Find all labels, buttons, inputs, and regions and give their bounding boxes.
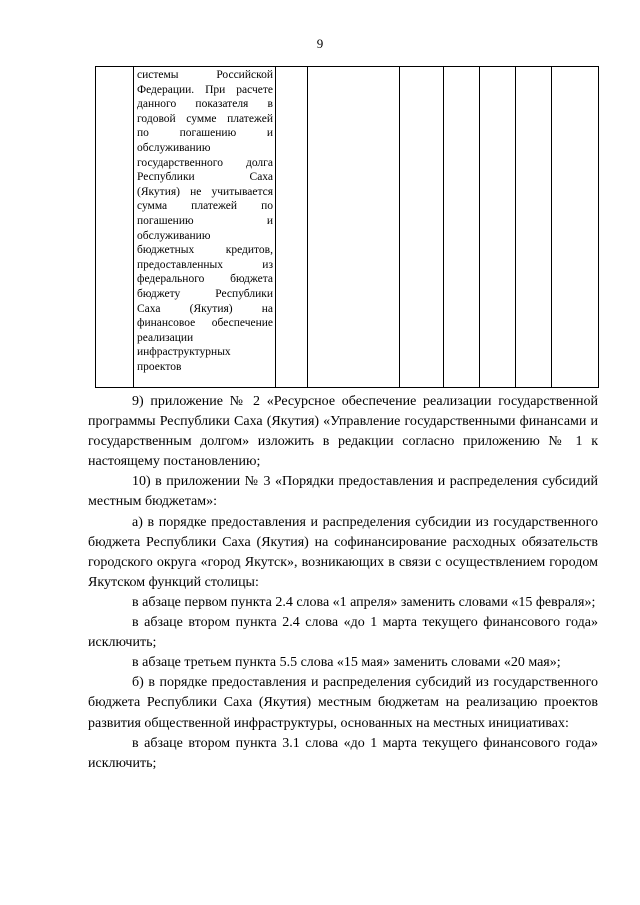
paragraph-subitem-b: б) в порядке предоставления и распределения субсидий из государственного бюджета Республики Саха (Якутия) местным бюджетам на реализацию проектов развития общественной инфраструктуры, основанных на местных инициативах: [88,675,598,731]
cell-line: предоставленных из [137,258,273,271]
page-number: 9 [316,36,324,51]
cell-line: инфраструктурных [137,346,231,359]
cell-line: обслуживанию [137,229,211,242]
table-cell-empty [552,67,599,388]
table-cell-empty [400,67,444,388]
table-cell-empty [516,67,552,388]
cell-line: бюджету Республики [137,287,273,300]
cell-line: системы Российской [137,69,273,81]
cell-line: Федерации. При расчете [137,83,273,96]
paragraph-subitem-a: а) в порядке предоставления и распределения субсидии из государственного бюджета Республики Саха (Якутия) на софинансирование расходных обязательств городского округа «город Якутск», возникающих в связи с осуществлением городом Якутском функций столицы: [88,514,598,590]
cell-line: сумма платежей по [137,200,273,213]
cell-line: годовой сумме платежей [137,112,273,125]
cell-line: погашению и [137,214,273,227]
cell-line: проектов [137,360,182,373]
paragraph-item-10: 10) в приложении № 3 «Порядки предоставления и распределения субсидий местным бюджетам»: [88,474,598,510]
cell-line: обслуживанию [137,141,211,154]
cell-line: по погашению и [137,127,273,140]
table-row [96,67,599,388]
cell-line: государственного долга [137,156,273,169]
cell-line: данного показателя в [137,98,273,111]
cell-line: финансовое обеспечение [137,317,273,330]
table-cell-empty [308,67,400,388]
table-cell-description [134,67,276,388]
table-cell-number [96,67,134,388]
paragraph: в абзаце втором пункта 2.4 слова «до 1 марта текущего финансового года» исключить; [88,615,598,651]
paragraph: в абзаце втором пункта 3.1 слова «до 1 марта текущего финансового года» исключить; [88,735,598,771]
cell-line: федерального бюджета [137,273,273,286]
cell-line: бюджетных кредитов, [137,244,273,257]
cell-description-text [134,67,275,374]
continued-table [95,66,599,388]
table-cell-empty [444,67,480,388]
cell-line: (Якутия) не учитывается [137,185,273,198]
paragraph-item-9: 9) приложение № 2 «Ресурсное обеспечение реализации государственной программы Республики Саха (Якутия) «Управление государственными финансами и государственным долгом» изложить в редакции согласно приложению № 1 к настоящему постановлению; [88,394,598,470]
cell-line: Саха (Якутия) на [137,302,273,315]
cell-line: Республики Саха [137,171,273,184]
paragraph: в абзаце первом пункта 2.4 слова «1 апреля» заменить словами «15 февраля»; [132,594,596,610]
document-body [88,392,598,774]
table-cell-empty [480,67,516,388]
paragraph: в абзаце третьем пункта 5.5 слова «15 мая» заменить словами «20 мая»; [132,655,561,671]
cell-line: реализации [137,331,194,344]
table-cell-empty [276,67,308,388]
